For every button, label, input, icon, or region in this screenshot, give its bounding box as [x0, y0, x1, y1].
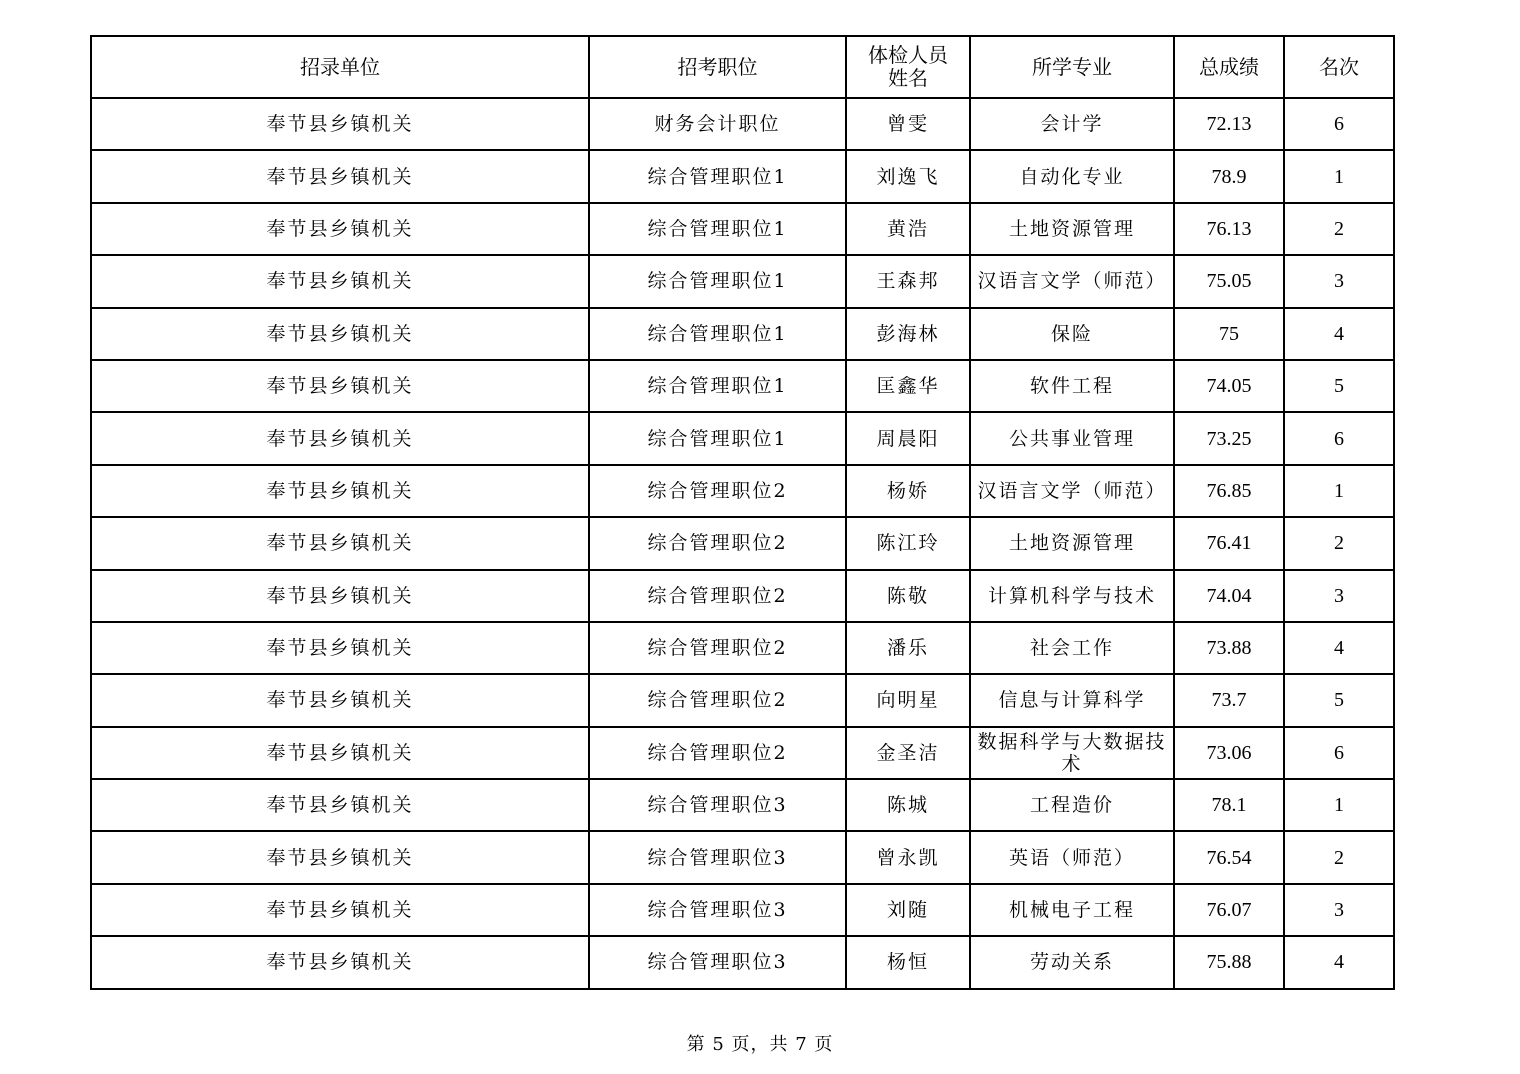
cell-recruiting-unit: 奉节县乡镇机关: [91, 674, 589, 726]
cell-position: 综合管理职位2: [589, 622, 846, 674]
cell-position: 综合管理职位1: [589, 360, 846, 412]
cell-candidate-name: 潘乐: [846, 622, 970, 674]
cell-recruiting-unit: 奉节县乡镇机关: [91, 884, 589, 936]
cell-rank: 1: [1284, 779, 1394, 831]
table-row: [91, 570, 1394, 622]
cell-total-score: 73.25: [1174, 412, 1284, 464]
cell-candidate-name: 杨恒: [846, 936, 970, 988]
table-header-row: [91, 36, 1394, 98]
table-row: [91, 727, 1394, 779]
cell-candidate-name: 陈城: [846, 779, 970, 831]
cell-rank: 5: [1284, 360, 1394, 412]
page-number: 第 5 页，共 7 页: [686, 1034, 834, 1055]
cell-rank: 1: [1284, 150, 1394, 202]
cell-recruiting-unit: 奉节县乡镇机关: [91, 360, 589, 412]
cell-rank: 2: [1284, 831, 1394, 883]
table-row: [91, 936, 1394, 988]
cell-position: 综合管理职位3: [589, 884, 846, 936]
cell-recruiting-unit: 奉节县乡镇机关: [91, 936, 589, 988]
cell-rank: 6: [1284, 98, 1394, 150]
cell-position: 综合管理职位3: [589, 936, 846, 988]
cell-rank: 4: [1284, 622, 1394, 674]
cell-position: 综合管理职位2: [589, 727, 846, 779]
cell-position: 综合管理职位2: [589, 465, 846, 517]
header-major: 所学专业: [970, 36, 1174, 98]
table-row: [91, 150, 1394, 202]
cell-major: 社会工作: [970, 622, 1174, 674]
cell-total-score: 76.85: [1174, 465, 1284, 517]
candidate-table: [90, 35, 1395, 990]
cell-recruiting-unit: 奉节县乡镇机关: [91, 570, 589, 622]
cell-rank: 2: [1284, 203, 1394, 255]
cell-rank: 6: [1284, 727, 1394, 779]
cell-candidate-name: 彭海林: [846, 308, 970, 360]
cell-candidate-name: 向明星: [846, 674, 970, 726]
cell-rank: 4: [1284, 936, 1394, 988]
cell-recruiting-unit: 奉节县乡镇机关: [91, 727, 589, 779]
table-row: [91, 308, 1394, 360]
cell-recruiting-unit: 奉节县乡镇机关: [91, 203, 589, 255]
cell-candidate-name: 杨娇: [846, 465, 970, 517]
cell-total-score: 76.07: [1174, 884, 1284, 936]
cell-total-score: 74.05: [1174, 360, 1284, 412]
cell-candidate-name: 曾永凯: [846, 831, 970, 883]
cell-total-score: 73.06: [1174, 727, 1284, 779]
cell-rank: 3: [1284, 884, 1394, 936]
cell-recruiting-unit: 奉节县乡镇机关: [91, 412, 589, 464]
header-position: 招考职位: [589, 36, 846, 98]
cell-candidate-name: 陈江玲: [846, 517, 970, 569]
cell-major: 劳动关系: [970, 936, 1174, 988]
cell-position: 综合管理职位2: [589, 517, 846, 569]
table-body: [91, 98, 1394, 989]
cell-candidate-name: 陈敬: [846, 570, 970, 622]
cell-position: 综合管理职位1: [589, 412, 846, 464]
cell-major: 公共事业管理: [970, 412, 1174, 464]
cell-total-score: 76.54: [1174, 831, 1284, 883]
cell-rank: 6: [1284, 412, 1394, 464]
cell-major: 工程造价: [970, 779, 1174, 831]
cell-major: 计算机科学与技术: [970, 570, 1174, 622]
cell-position: 综合管理职位1: [589, 308, 846, 360]
cell-position: 综合管理职位2: [589, 570, 846, 622]
table-row: [91, 360, 1394, 412]
cell-recruiting-unit: 奉节县乡镇机关: [91, 779, 589, 831]
cell-major: 土地资源管理: [970, 517, 1174, 569]
table-row: [91, 674, 1394, 726]
table-row: [91, 779, 1394, 831]
cell-rank: 3: [1284, 570, 1394, 622]
cell-major: 土地资源管理: [970, 203, 1174, 255]
cell-recruiting-unit: 奉节县乡镇机关: [91, 98, 589, 150]
cell-rank: 4: [1284, 308, 1394, 360]
cell-total-score: 75.05: [1174, 255, 1284, 307]
cell-total-score: 76.41: [1174, 517, 1284, 569]
cell-recruiting-unit: 奉节县乡镇机关: [91, 622, 589, 674]
cell-rank: 2: [1284, 517, 1394, 569]
table-row: [91, 412, 1394, 464]
cell-candidate-name: 匡鑫华: [846, 360, 970, 412]
cell-major: 英语（师范）: [970, 831, 1174, 883]
cell-recruiting-unit: 奉节县乡镇机关: [91, 465, 589, 517]
cell-candidate-name: 金圣洁: [846, 727, 970, 779]
cell-candidate-name: 刘随: [846, 884, 970, 936]
cell-major: 机械电子工程: [970, 884, 1174, 936]
cell-recruiting-unit: 奉节县乡镇机关: [91, 831, 589, 883]
cell-total-score: 78.1: [1174, 779, 1284, 831]
table-row: [91, 517, 1394, 569]
cell-major: 软件工程: [970, 360, 1174, 412]
cell-rank: 1: [1284, 465, 1394, 517]
cell-candidate-name: 王森邦: [846, 255, 970, 307]
header-recruiting-unit: 招录单位: [91, 36, 589, 98]
table-row: [91, 255, 1394, 307]
table-row: [91, 203, 1394, 255]
cell-recruiting-unit: 奉节县乡镇机关: [91, 255, 589, 307]
cell-position: 财务会计职位: [589, 98, 846, 150]
table-row: [91, 465, 1394, 517]
cell-total-score: 78.9: [1174, 150, 1284, 202]
cell-position: 综合管理职位1: [589, 150, 846, 202]
cell-candidate-name: 刘逸飞: [846, 150, 970, 202]
cell-position: 综合管理职位3: [589, 779, 846, 831]
cell-position: 综合管理职位1: [589, 203, 846, 255]
cell-total-score: 76.13: [1174, 203, 1284, 255]
cell-candidate-name: 周晨阳: [846, 412, 970, 464]
cell-candidate-name: 黄浩: [846, 203, 970, 255]
cell-position: 综合管理职位3: [589, 831, 846, 883]
cell-total-score: 73.88: [1174, 622, 1284, 674]
cell-rank: 5: [1284, 674, 1394, 726]
cell-total-score: 72.13: [1174, 98, 1284, 150]
cell-total-score: 75.88: [1174, 936, 1284, 988]
cell-total-score: 73.7: [1174, 674, 1284, 726]
table-row: [91, 622, 1394, 674]
cell-total-score: 75: [1174, 308, 1284, 360]
table-row: [91, 884, 1394, 936]
cell-major: 保险: [970, 308, 1174, 360]
cell-recruiting-unit: 奉节县乡镇机关: [91, 517, 589, 569]
table-row: [91, 831, 1394, 883]
header-candidate-name: 体检人员姓名: [846, 36, 970, 98]
cell-major: 信息与计算科学: [970, 674, 1174, 726]
cell-major: 会计学: [970, 98, 1174, 150]
cell-position: 综合管理职位2: [589, 674, 846, 726]
cell-position: 综合管理职位1: [589, 255, 846, 307]
cell-candidate-name: 曾雯: [846, 98, 970, 150]
cell-major: 数据科学与大数据技术: [970, 727, 1174, 779]
header-total-score: 总成绩: [1174, 36, 1284, 98]
cell-major: 自动化专业: [970, 150, 1174, 202]
cell-rank: 3: [1284, 255, 1394, 307]
cell-major: 汉语言文学（师范）: [970, 255, 1174, 307]
header-rank: 名次: [1284, 36, 1394, 98]
cell-recruiting-unit: 奉节县乡镇机关: [91, 150, 589, 202]
cell-total-score: 74.04: [1174, 570, 1284, 622]
cell-recruiting-unit: 奉节县乡镇机关: [91, 308, 589, 360]
cell-major: 汉语言文学（师范）: [970, 465, 1174, 517]
table-row: [91, 98, 1394, 150]
